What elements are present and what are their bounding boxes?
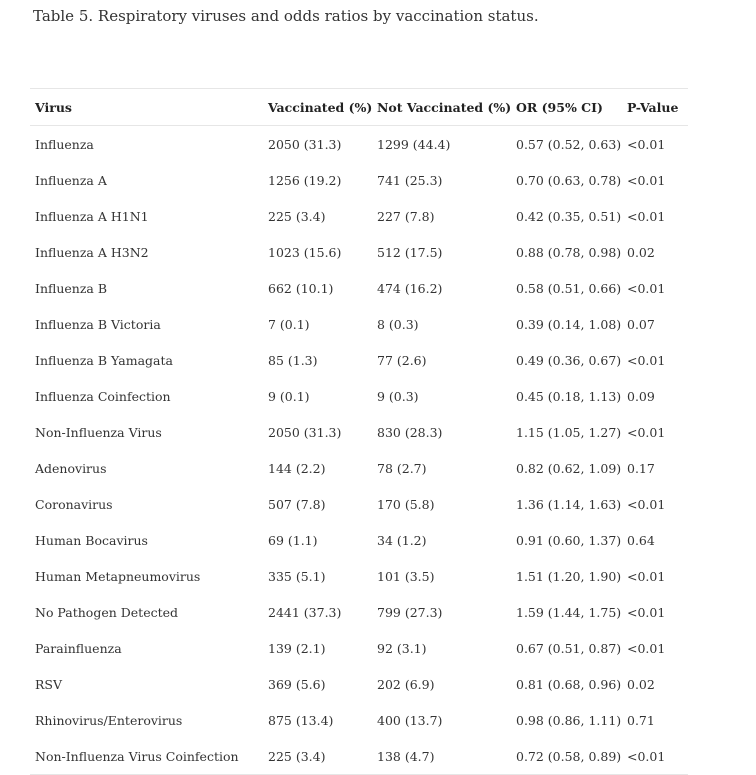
table-row: [30, 558, 688, 594]
table-row: [30, 162, 688, 198]
table-row: [30, 702, 688, 738]
cell-odds-ratio: 0.49 (0.36, 0.67): [516, 352, 622, 368]
header-odds-ratio: OR (95% CI): [511, 89, 622, 126]
cell-virus: Influenza A: [35, 172, 107, 188]
cell-odds-ratio: 1.15 (1.05, 1.27): [516, 424, 622, 440]
cell-not-vaccinated: 474 (16.2): [377, 280, 443, 296]
cell-virus: No Pathogen Detected: [35, 604, 179, 620]
cell-p-value: 0.02: [627, 244, 655, 260]
cell-vaccinated: 85 (1.3): [268, 352, 318, 368]
cell-vaccinated: 875 (13.4): [268, 712, 334, 728]
cell-not-vaccinated: 741 (25.3): [377, 172, 443, 188]
cell-odds-ratio: 0.57 (0.52, 0.63): [516, 136, 622, 152]
cell-virus: Influenza B: [35, 280, 108, 296]
cell-odds-ratio: 0.81 (0.68, 0.96): [516, 676, 622, 692]
cell-not-vaccinated: 34 (1.2): [377, 532, 427, 548]
cell-p-value: <0.01: [627, 136, 666, 152]
cell-vaccinated: 2050 (31.3): [268, 136, 342, 152]
cell-not-vaccinated: 799 (27.3): [377, 604, 443, 620]
table-header-row: [30, 89, 688, 126]
cell-odds-ratio: 0.39 (0.14, 1.08): [516, 316, 622, 332]
cell-virus: Influenza: [35, 136, 94, 152]
header-vaccinated: Vaccinated (%): [263, 89, 372, 126]
cell-odds-ratio: 1.59 (1.44, 1.75): [516, 604, 622, 620]
cell-not-vaccinated: 170 (5.8): [377, 496, 435, 512]
header-p-value: P-Value: [622, 89, 688, 126]
table-row: [30, 450, 688, 486]
cell-virus: Non-Influenza Virus Coinfection: [30, 738, 263, 775]
cell-vaccinated: 662 (10.1): [268, 280, 334, 296]
cell-virus: RSV: [35, 676, 63, 692]
cell-vaccinated: 225 (3.4): [263, 738, 372, 775]
cell-odds-ratio: 0.45 (0.18, 1.13): [516, 388, 622, 404]
cell-vaccinated: 369 (5.6): [268, 676, 326, 692]
cell-virus: Coronavirus: [35, 496, 113, 512]
table-row: [30, 234, 688, 270]
cell-vaccinated: 507 (7.8): [268, 496, 326, 512]
cell-odds-ratio: 0.72 (0.58, 0.89): [511, 738, 622, 775]
cell-p-value: 0.64: [627, 532, 655, 548]
cell-p-value: 0.09: [627, 388, 655, 404]
cell-not-vaccinated: 138 (4.7): [372, 738, 511, 775]
virus-odds-table: [30, 88, 688, 775]
cell-p-value: <0.01: [627, 604, 666, 620]
cell-vaccinated: 2441 (37.3): [268, 604, 342, 620]
table-row: [30, 522, 688, 558]
cell-vaccinated: 7 (0.1): [268, 316, 310, 332]
cell-not-vaccinated: 78 (2.7): [377, 460, 427, 476]
cell-virus: Parainfluenza: [35, 640, 122, 656]
cell-virus: Non-Influenza Virus: [35, 424, 162, 440]
cell-not-vaccinated: 512 (17.5): [377, 244, 443, 260]
cell-vaccinated: 69 (1.1): [268, 532, 318, 548]
cell-p-value: 0.02: [627, 676, 655, 692]
cell-odds-ratio: 0.98 (0.86, 1.11): [516, 712, 622, 728]
cell-virus: Influenza A H3N2: [35, 244, 149, 260]
cell-virus: Rhinovirus/Enterovirus: [35, 712, 183, 728]
cell-vaccinated: 144 (2.2): [268, 460, 326, 476]
cell-p-value: <0.01: [627, 568, 666, 584]
cell-p-value: <0.01: [627, 352, 666, 368]
cell-virus: Human Metapneumovirus: [35, 568, 201, 584]
cell-virus: Adenovirus: [35, 460, 107, 476]
cell-p-value: <0.01: [627, 208, 666, 224]
cell-p-value: <0.01: [627, 172, 666, 188]
cell-odds-ratio: 0.88 (0.78, 0.98): [516, 244, 622, 260]
cell-vaccinated: 139 (2.1): [268, 640, 326, 656]
cell-odds-ratio: 0.82 (0.62, 1.09): [516, 460, 622, 476]
cell-virus: Influenza A H1N1: [35, 208, 149, 224]
table-row: [30, 630, 688, 666]
cell-not-vaccinated: 101 (3.5): [377, 568, 435, 584]
cell-not-vaccinated: 830 (28.3): [377, 424, 443, 440]
cell-not-vaccinated: 8 (0.3): [377, 316, 419, 332]
cell-odds-ratio: 1.36 (1.14, 1.63): [516, 496, 622, 512]
table-row: [30, 486, 688, 522]
cell-odds-ratio: 0.67 (0.51, 0.87): [516, 640, 622, 656]
header-not-vaccinated: Not Vaccinated (%): [372, 89, 511, 126]
cell-not-vaccinated: 92 (3.1): [377, 640, 427, 656]
table-row: [30, 270, 688, 306]
cell-virus: Influenza B Victoria: [35, 316, 161, 332]
table-row: [30, 666, 688, 702]
table-row: [30, 342, 688, 378]
cell-odds-ratio: 0.58 (0.51, 0.66): [516, 280, 622, 296]
cell-p-value: <0.01: [627, 640, 666, 656]
cell-odds-ratio: 0.70 (0.63, 0.78): [516, 172, 622, 188]
cell-p-value: <0.01: [627, 424, 666, 440]
cell-p-value: <0.01: [627, 280, 666, 296]
cell-vaccinated: 225 (3.4): [268, 208, 326, 224]
cell-odds-ratio: 1.51 (1.20, 1.90): [516, 568, 622, 584]
cell-odds-ratio: 0.91 (0.60, 1.37): [516, 532, 622, 548]
cell-p-value: 0.17: [627, 460, 655, 476]
cell-p-value: <0.01: [627, 496, 666, 512]
header-virus: Virus: [30, 89, 263, 126]
cell-vaccinated: 1023 (15.6): [268, 244, 342, 260]
table-row: [30, 198, 688, 234]
cell-not-vaccinated: 77 (2.6): [377, 352, 427, 368]
cell-p-value: 0.71: [627, 712, 655, 728]
cell-not-vaccinated: 227 (7.8): [377, 208, 435, 224]
cell-not-vaccinated: 202 (6.9): [377, 676, 435, 692]
cell-virus: Influenza B Yamagata: [35, 352, 173, 368]
cell-not-vaccinated: 9 (0.3): [377, 388, 419, 404]
table-caption: Table 5. Respiratory viruses and odds ratios by vaccination status.: [33, 7, 539, 25]
table-row: [30, 738, 688, 775]
table-row: [30, 414, 688, 450]
cell-p-value: 0.07: [627, 316, 655, 332]
table-row: [30, 378, 688, 414]
cell-vaccinated: 9 (0.1): [268, 388, 310, 404]
table-row: [30, 306, 688, 342]
cell-odds-ratio: 0.42 (0.35, 0.51): [516, 208, 622, 224]
cell-vaccinated: 2050 (31.3): [268, 424, 342, 440]
table-row: [30, 594, 688, 630]
cell-p-value: <0.01: [622, 738, 688, 775]
cell-not-vaccinated: 1299 (44.4): [377, 136, 451, 152]
cell-vaccinated: 1256 (19.2): [268, 172, 342, 188]
cell-virus: Human Bocavirus: [35, 532, 148, 548]
cell-vaccinated: 335 (5.1): [268, 568, 326, 584]
cell-virus: Influenza Coinfection: [35, 388, 171, 404]
cell-not-vaccinated: 400 (13.7): [377, 712, 443, 728]
table-row: [30, 126, 688, 163]
